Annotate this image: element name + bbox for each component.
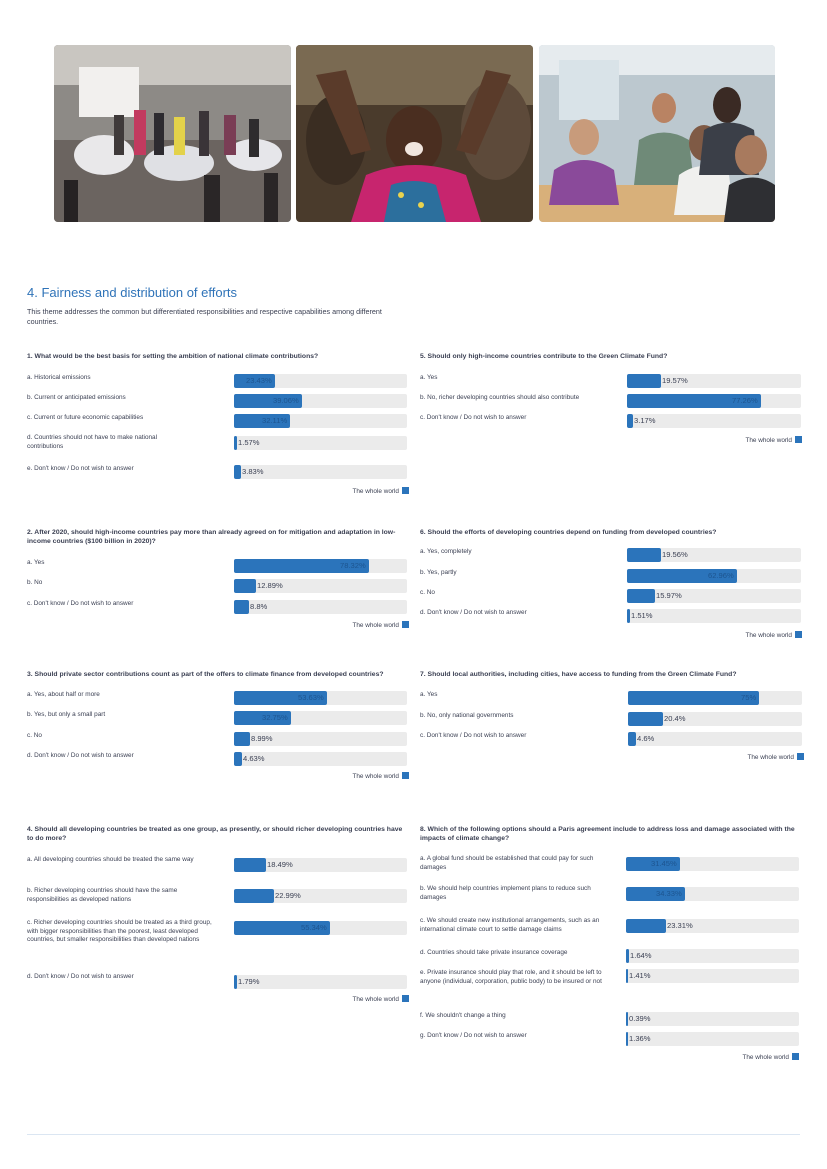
bar-track <box>234 394 407 408</box>
legend <box>745 631 802 639</box>
answer-option <box>420 609 802 625</box>
photo-strip <box>54 45 775 222</box>
option-percentage: 1.57% <box>238 438 260 447</box>
legend-label: The whole world <box>742 1054 789 1061</box>
option-label: b. Current or anticipated emissions <box>27 394 126 401</box>
option-percentage: 1.79% <box>238 977 260 986</box>
option-label: c. Richer developing countries should be treated as a third group, with bigger responsibilities than the poorest, least developed countries, but smaller responsibilities than developed nations <box>27 919 212 943</box>
bar-fill <box>234 579 256 593</box>
option-percentage: 77.26% <box>732 396 758 405</box>
answer-option <box>420 949 805 965</box>
option-percentage: 32.11% <box>262 416 288 425</box>
question-title: 8. Which of the following options should a Paris agreement include to address loss and damage associated with the impacts of climate change? <box>420 826 795 842</box>
option-percentage: 1.36% <box>629 1034 651 1043</box>
photo-conference-room <box>54 45 291 222</box>
option-label: e. Don't know / Do not wish to answer <box>27 465 134 472</box>
bar-fill <box>234 465 241 479</box>
answer-option <box>27 887 409 907</box>
option-label: a. All developing countries should be treated the same way <box>27 856 194 863</box>
option-label: a. Yes, about half or more <box>27 691 100 698</box>
answer-option <box>27 559 409 575</box>
bar-fill <box>627 609 630 623</box>
legend-swatch <box>402 621 409 628</box>
answer-option <box>27 711 409 727</box>
question-1 <box>27 352 409 497</box>
answer-option <box>27 732 409 748</box>
option-label: b. Yes, partly <box>420 569 457 576</box>
question-title: 6. Should the efforts of developing countries depend on funding from developed countries? <box>420 529 717 536</box>
section-intro: This theme addresses the common but differentiated responsibilities and respective capabilities among different countries. <box>27 307 382 326</box>
answer-option <box>27 973 409 989</box>
option-percentage: 18.49% <box>267 860 293 869</box>
answer-option <box>27 600 409 616</box>
answer-option <box>420 712 804 728</box>
option-percentage: 75% <box>741 693 757 702</box>
option-label: e. Private insurance should play that role, and it should be left to anyone (individual, corporation, public body) to be insured or not <box>420 969 602 985</box>
option-percentage: 19.57% <box>662 376 688 385</box>
question-title: 7. Should local authorities, including cities, have access to funding from the Green Climate Fund? <box>420 671 737 678</box>
question-6 <box>420 528 802 640</box>
option-label: b. We should help countries implement plans to reduce such damages <box>420 885 591 901</box>
option-percentage: 0.39% <box>629 1014 651 1023</box>
legend <box>352 621 409 629</box>
bar-track <box>626 1032 799 1046</box>
answer-option <box>420 374 802 390</box>
question-5 <box>420 352 802 447</box>
answer-option <box>420 917 805 937</box>
legend-label: The whole world <box>745 437 792 444</box>
option-label: a. Historical emissions <box>27 374 91 381</box>
bar-fill <box>628 732 636 746</box>
answer-option <box>420 969 805 999</box>
bar-track <box>234 414 407 428</box>
option-percentage: 12.89% <box>257 581 283 590</box>
bar-fill <box>234 732 250 746</box>
question-title: 2. After 2020, should high-income countries pay more than already agreed on for mitigation and adaptation in low-income countries ($100 billion in 2020)? <box>27 529 396 545</box>
legend <box>352 772 409 780</box>
option-percentage: 4.63% <box>243 754 265 763</box>
question-7 <box>420 670 804 765</box>
legend-label: The whole world <box>352 773 399 780</box>
bar-track <box>626 1012 799 1026</box>
bar-fill <box>627 589 655 603</box>
option-percentage: 78.32% <box>340 561 366 570</box>
option-label: a. Yes <box>27 559 45 566</box>
legend <box>352 487 409 495</box>
bar-fill <box>234 858 266 872</box>
legend-swatch <box>797 753 804 760</box>
answer-option <box>420 691 804 707</box>
option-label: c. Current or future economic capabilities <box>27 414 144 421</box>
legend-label: The whole world <box>745 632 792 639</box>
bar-track <box>626 887 799 901</box>
bar-track <box>627 394 801 408</box>
question-title: 4. Should all developing countries be treated as one group, as presently, or should richer developing countries have to do more? <box>27 826 403 842</box>
option-label: c. No <box>420 589 435 596</box>
legend-label: The whole world <box>352 488 399 495</box>
option-label: g. Don't know / Do not wish to answer <box>420 1032 527 1039</box>
option-label: c. Don't know / Do not wish to answer <box>420 732 527 739</box>
bar-fill <box>626 969 628 983</box>
bar-track <box>627 548 801 562</box>
answer-option <box>420 885 805 905</box>
bar-fill <box>626 949 629 963</box>
option-label: a. Yes <box>420 691 438 698</box>
option-label: b. No, richer developing countries should also contribute <box>420 394 580 401</box>
option-label: c. We should create new institutional arrangements, such as an international climate court to settle damage claims <box>420 917 600 933</box>
option-percentage: 15.97% <box>656 591 682 600</box>
bar-track <box>234 559 407 573</box>
option-percentage: 19.56% <box>662 550 688 559</box>
bar-track <box>627 374 801 388</box>
option-percentage: 53.63% <box>298 693 324 702</box>
option-percentage: 1.64% <box>630 951 652 960</box>
option-label: a. Yes <box>420 374 438 381</box>
option-label: d. Countries should not have to make national contributions <box>27 434 158 450</box>
option-percentage: 32.75% <box>262 713 288 722</box>
question-title: 5. Should only high-income countries contribute to the Green Climate Fund? <box>420 353 668 360</box>
bar-fill <box>234 436 237 450</box>
answer-option <box>420 569 802 585</box>
legend-label: The whole world <box>747 754 794 761</box>
answer-option <box>420 732 804 748</box>
answer-option <box>27 394 409 410</box>
bar-fill <box>626 919 666 933</box>
bar-fill <box>628 691 759 705</box>
answer-option <box>420 414 802 430</box>
answer-option <box>27 691 409 707</box>
option-label: b. Yes, but only a small part <box>27 711 106 718</box>
bar-fill <box>626 1032 628 1046</box>
photo-group-meeting <box>539 45 775 222</box>
option-percentage: 62.96% <box>708 571 734 580</box>
answer-option <box>420 855 805 875</box>
bar-fill <box>626 1012 628 1026</box>
bar-track <box>628 712 802 726</box>
bar-fill <box>627 548 661 562</box>
answer-option <box>27 374 409 390</box>
bar-track <box>628 691 802 705</box>
answer-option <box>27 414 409 430</box>
legend-swatch <box>402 772 409 779</box>
bar-track <box>234 889 407 903</box>
bar-track <box>234 858 407 872</box>
answer-option <box>27 579 409 595</box>
option-label: a. A global fund should be established that could pay for such damages <box>420 855 594 871</box>
option-label: b. Richer developing countries should have the same responsibilities as developed nations <box>27 887 178 903</box>
option-label: d. Don't know / Do not wish to answer <box>27 973 134 980</box>
photo-cheering-woman <box>296 45 533 222</box>
bar-fill <box>234 889 274 903</box>
option-label: b. No <box>27 579 43 586</box>
bar-track <box>627 609 801 623</box>
answer-option <box>27 919 409 959</box>
option-percentage: 23.31% <box>667 921 693 930</box>
option-percentage: 8.8% <box>250 602 268 611</box>
bar-fill <box>627 414 633 428</box>
option-percentage: 1.41% <box>629 971 651 980</box>
option-label: c. Don't know / Do not wish to answer <box>420 414 527 421</box>
answer-option <box>420 1012 805 1028</box>
option-label: b. No, only national governments <box>420 712 514 719</box>
question-title: 1. What would be the best basis for setting the ambition of national climate contributions? <box>27 353 319 360</box>
option-percentage: 23.43% <box>246 376 272 385</box>
question-8 <box>420 825 805 1067</box>
option-percentage: 3.83% <box>242 467 264 476</box>
question-title: 3. Should private sector contributions count as part of the offers to climate finance from developed countries? <box>27 671 384 678</box>
option-label: c. No <box>27 732 42 739</box>
option-percentage: 39.06% <box>273 396 299 405</box>
bar-fill <box>234 752 242 766</box>
option-label: c. Don't know / Do not wish to answer <box>27 600 134 607</box>
bar-track <box>234 711 407 725</box>
option-label: f. We shouldn't change a thing <box>420 1012 506 1019</box>
option-percentage: 31.45% <box>651 859 677 868</box>
option-label: d. Don't know / Do not wish to answer <box>27 752 134 759</box>
answer-option <box>27 465 409 481</box>
legend-swatch <box>402 995 409 1002</box>
option-label: d. Don't know / Do not wish to answer <box>420 609 527 616</box>
bar-fill <box>234 975 237 989</box>
option-percentage: 22.99% <box>275 891 301 900</box>
footer-divider <box>27 1134 800 1135</box>
legend-label: The whole world <box>352 996 399 1003</box>
bar-track <box>626 969 799 983</box>
legend <box>747 753 804 761</box>
option-percentage: 55.34% <box>301 923 327 932</box>
option-percentage: 1.51% <box>631 611 653 620</box>
option-percentage: 34.33% <box>656 889 682 898</box>
option-label: d. Countries should take private insurance coverage <box>420 949 568 956</box>
option-label: a. Yes, completely <box>420 548 472 555</box>
legend <box>742 1053 799 1061</box>
answer-option <box>420 1032 805 1048</box>
section-title: 4. Fairness and distribution of efforts <box>27 285 238 300</box>
answer-option <box>27 434 409 454</box>
bar-fill <box>234 600 249 614</box>
bar-fill <box>627 374 661 388</box>
legend-swatch <box>795 436 802 443</box>
question-3 <box>27 670 409 782</box>
legend-swatch <box>792 1053 799 1060</box>
option-percentage: 20.4% <box>664 714 686 723</box>
legend-label: The whole world <box>352 622 399 629</box>
option-percentage: 4.6% <box>637 734 655 743</box>
question-4 <box>27 825 409 1007</box>
answer-option <box>27 856 409 876</box>
bar-track <box>626 919 799 933</box>
answer-option <box>420 548 802 564</box>
legend <box>745 436 802 444</box>
answer-option <box>420 589 802 605</box>
bar-track <box>627 589 801 603</box>
answer-option <box>27 752 409 768</box>
legend-swatch <box>402 487 409 494</box>
legend-swatch <box>795 631 802 638</box>
answer-option <box>420 394 802 410</box>
option-percentage: 3.17% <box>634 416 656 425</box>
option-percentage: 8.99% <box>251 734 273 743</box>
bar-fill <box>628 712 663 726</box>
legend <box>352 995 409 1003</box>
question-2 <box>27 528 409 633</box>
